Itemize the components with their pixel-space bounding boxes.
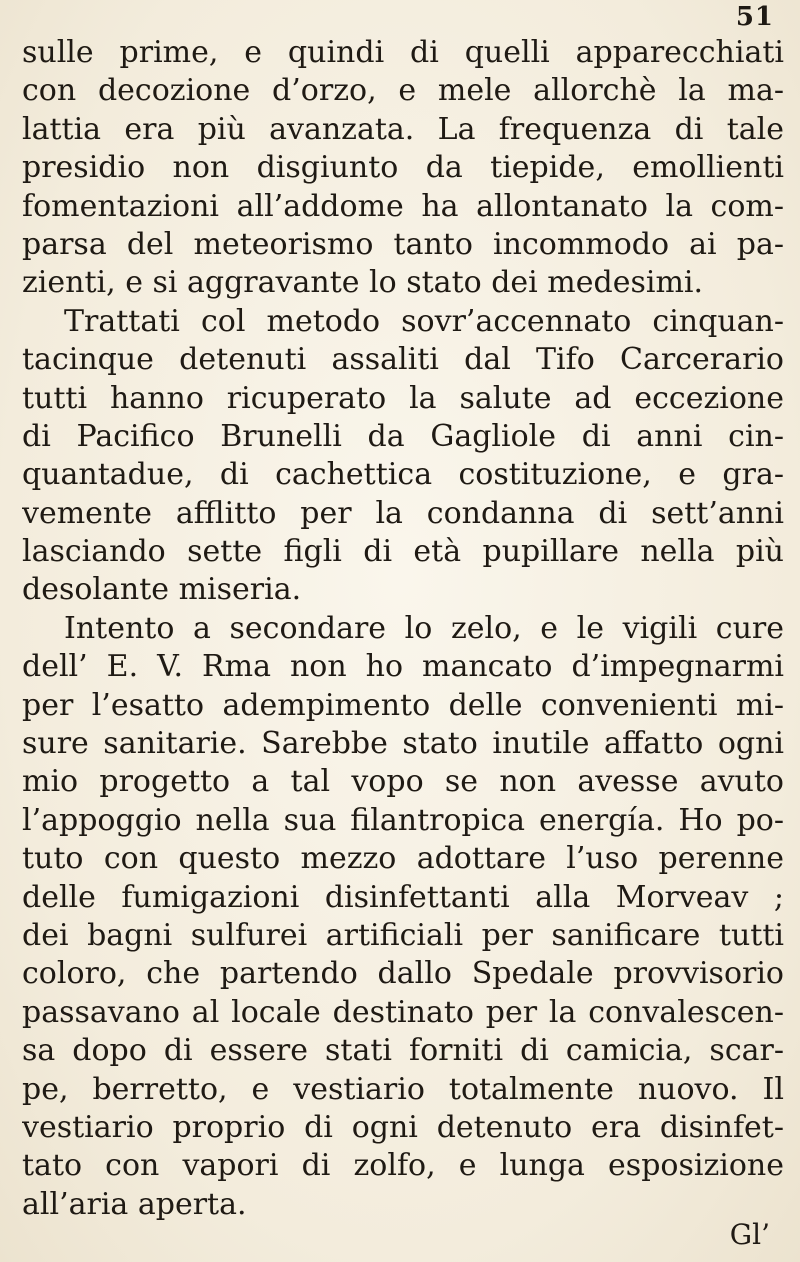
text-line: sulle prime, e quindi di quelli apparecchiati: [22, 35, 784, 70]
text-line: desolante miseria.: [22, 572, 302, 608]
text-line: per l’esatto adempimento delle convenienti mi-: [22, 687, 784, 723]
text-line: mio progetto a tal vopo se non avesse avuto: [22, 764, 784, 800]
text-line: tacinque detenuti assaliti dal Tifo Carcerario: [22, 342, 784, 378]
text-line: pe, berretto, e vestiario totalmente nuovo. Il: [22, 1071, 784, 1107]
page-number: 51: [735, 2, 774, 32]
text-line: vemente afflitto per la condanna di sett’anni: [22, 495, 784, 531]
text-line: tuto con questo mezzo adottare l’uso perenne: [22, 841, 784, 877]
text-line: vestiario proprio di ogni detenuto era disinfet-: [22, 1109, 784, 1145]
text-line: dei bagni sulfurei artificiali per sanificare tutti: [22, 917, 784, 953]
text-line: dell’ E. V. Rma non ho mancato d’impegnarmi: [22, 649, 784, 685]
text-line: lattia era più avanzata. La frequenza di tale: [22, 111, 784, 147]
catchword: Gl’: [729, 1218, 770, 1251]
text-line: quantadue, di cachettica costituzione, e gra-: [22, 457, 784, 493]
paragraph-start-line: Intento a secondare lo zelo, e le vigili cure: [64, 610, 784, 646]
text-line: delle fumigazioni disinfettanti alla Morveav ;: [22, 879, 784, 915]
text-line: sa dopo di essere stati forniti di camicia, scar-: [22, 1033, 784, 1069]
text-line: parsa del meteorismo tanto incommodo ai pa-: [22, 226, 784, 262]
text-line: coloro, che partendo dallo Spedale provvisorio: [22, 956, 784, 992]
text-line: all’aria aperta.: [22, 1186, 247, 1222]
paragraph-start-line: Trattati col metodo sovr’accennato cinquan-: [64, 303, 784, 339]
body-text: [22, 34, 784, 1224]
text-line: tato con vapori di zolfo, e lunga esposizione: [22, 1148, 784, 1184]
text-line: l’appoggio nella sua filantropica energía. Ho po-: [22, 802, 784, 838]
text-line: tutti hanno ricuperato la salute ad eccezione: [22, 380, 784, 416]
text-line: presidio non disgiunto da tiepide, emollienti: [22, 150, 784, 186]
text-line: con decozione d’orzo, e mele allorchè la ma-: [22, 73, 784, 109]
text-line: sure sanitarie. Sarebbe stato inutile affatto ogni: [22, 726, 784, 762]
text-line: di Pacifico Brunelli da Gagliole di anni cin-: [22, 418, 784, 454]
text-line: zienti, e si aggravante lo stato dei medesimi.: [22, 265, 704, 301]
text-line: passavano al locale destinato per la convalescen-: [22, 994, 784, 1030]
text-line: fomentazioni all’addome ha allontanato la com-: [22, 188, 784, 224]
text-line: lasciando sette figli di età pupillare nella più: [22, 534, 784, 570]
